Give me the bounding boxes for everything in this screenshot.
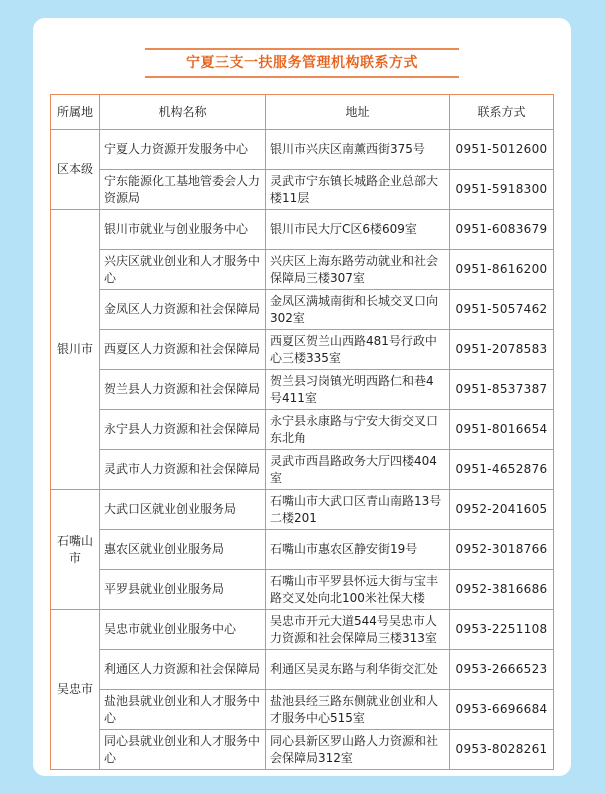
phone-cell: 0953-2251108 — [450, 610, 554, 650]
region-cell: 石嘴山市 — [51, 490, 100, 610]
title-divider-top — [145, 48, 459, 50]
region-cell: 区本级 — [51, 130, 100, 210]
table-row — [51, 330, 554, 370]
phone-cell: 0951-8537387 — [450, 370, 554, 410]
org-name-cell: 西夏区人力资源和社会保障局 — [100, 330, 266, 370]
address-cell: 金凤区满城南街和长城交叉口向302室 — [266, 290, 450, 330]
address-cell: 永宁县永康路与宁安大街交叉口东北角 — [266, 410, 450, 450]
page-title: 宁夏三支一扶服务管理机构联系方式 — [186, 55, 418, 71]
header-org-name: 机构名称 — [100, 95, 266, 130]
table-row — [51, 530, 554, 570]
address-cell: 银川市民大厅C区6楼609室 — [266, 210, 450, 250]
org-name-cell: 平罗县就业创业服务局 — [100, 570, 266, 610]
header-region: 所属地 — [51, 95, 100, 130]
table-row — [51, 290, 554, 330]
org-name-cell: 永宁县人力资源和社会保障局 — [100, 410, 266, 450]
org-name-cell: 惠农区就业创业服务局 — [100, 530, 266, 570]
table-row — [51, 370, 554, 410]
table-header-row — [51, 95, 554, 130]
org-name-cell: 吴忠市就业创业服务中心 — [100, 610, 266, 650]
table-row — [51, 690, 554, 730]
address-cell: 兴庆区上海东路劳动就业和社会保障局三楼307室 — [266, 250, 450, 290]
phone-cell: 0953-8028261 — [450, 730, 554, 770]
address-cell: 西夏区贺兰山西路481号行政中心三楼335室 — [266, 330, 450, 370]
phone-cell: 0953-2666523 — [450, 650, 554, 690]
address-cell: 灵武市宁东镇长城路企业总部大楼11层 — [266, 170, 450, 210]
table-row — [51, 730, 554, 770]
org-name-cell: 宁东能源化工基地管委会人力资源局 — [100, 170, 266, 210]
org-name-cell: 大武口区就业创业服务局 — [100, 490, 266, 530]
region-cell: 吴忠市 — [51, 610, 100, 770]
phone-cell: 0952-3816686 — [450, 570, 554, 610]
phone-cell: 0951-2078583 — [450, 330, 554, 370]
title-divider-bottom — [145, 76, 459, 78]
table-row — [51, 170, 554, 210]
org-name-cell: 盐池县就业创业和人才服务中心 — [100, 690, 266, 730]
table-row — [51, 130, 554, 170]
header-phone: 联系方式 — [450, 95, 554, 130]
address-cell: 贺兰县习岗镇光明西路仁和巷4号411室 — [266, 370, 450, 410]
table-row — [51, 650, 554, 690]
address-cell: 利通区吴灵东路与利华街交汇处 — [266, 650, 450, 690]
address-cell: 吴忠市开元大道544号吴忠市人力资源和社会保障局三楼313室 — [266, 610, 450, 650]
org-name-cell: 金凤区人力资源和社会保障局 — [100, 290, 266, 330]
phone-cell: 0953-6696684 — [450, 690, 554, 730]
address-cell: 石嘴山市惠农区静安街19号 — [266, 530, 450, 570]
phone-cell: 0951-4652876 — [450, 450, 554, 490]
title-block — [33, 48, 571, 76]
phone-cell: 0951-8616200 — [450, 250, 554, 290]
address-cell: 银川市兴庆区南薰西街375号 — [266, 130, 450, 170]
table-row — [51, 210, 554, 250]
table-row — [51, 450, 554, 490]
table-row — [51, 570, 554, 610]
table-row — [51, 490, 554, 530]
address-cell: 石嘴山市大武口区青山南路13号二楼201 — [266, 490, 450, 530]
address-cell: 同心县新区罗山路人力资源和社会保障局312室 — [266, 730, 450, 770]
contact-table — [50, 94, 554, 770]
phone-cell: 0951-5918300 — [450, 170, 554, 210]
phone-cell: 0952-3018766 — [450, 530, 554, 570]
phone-cell: 0951-8016654 — [450, 410, 554, 450]
phone-cell: 0951-5057462 — [450, 290, 554, 330]
org-name-cell: 利通区人力资源和社会保障局 — [100, 650, 266, 690]
address-cell: 石嘴山市平罗县怀远大街与宝丰路交叉处向北100米社保大楼 — [266, 570, 450, 610]
org-name-cell: 灵武市人力资源和社会保障局 — [100, 450, 266, 490]
address-cell: 灵武市西昌路政务大厅四楼404室 — [266, 450, 450, 490]
org-name-cell: 同心县就业创业和人才服务中心 — [100, 730, 266, 770]
org-name-cell: 银川市就业与创业服务中心 — [100, 210, 266, 250]
region-cell: 银川市 — [51, 210, 100, 490]
table-row — [51, 250, 554, 290]
org-name-cell: 贺兰县人力资源和社会保障局 — [100, 370, 266, 410]
content-card — [33, 18, 571, 776]
table-row — [51, 610, 554, 650]
phone-cell: 0951-5012600 — [450, 130, 554, 170]
address-cell: 盐池县经三路东侧就业创业和人才服务中心515室 — [266, 690, 450, 730]
header-address: 地址 — [266, 95, 450, 130]
table-row — [51, 410, 554, 450]
org-name-cell: 兴庆区就业创业和人才服务中心 — [100, 250, 266, 290]
table-body — [51, 130, 554, 770]
org-name-cell: 宁夏人力资源开发服务中心 — [100, 130, 266, 170]
phone-cell: 0951-6083679 — [450, 210, 554, 250]
phone-cell: 0952-2041605 — [450, 490, 554, 530]
